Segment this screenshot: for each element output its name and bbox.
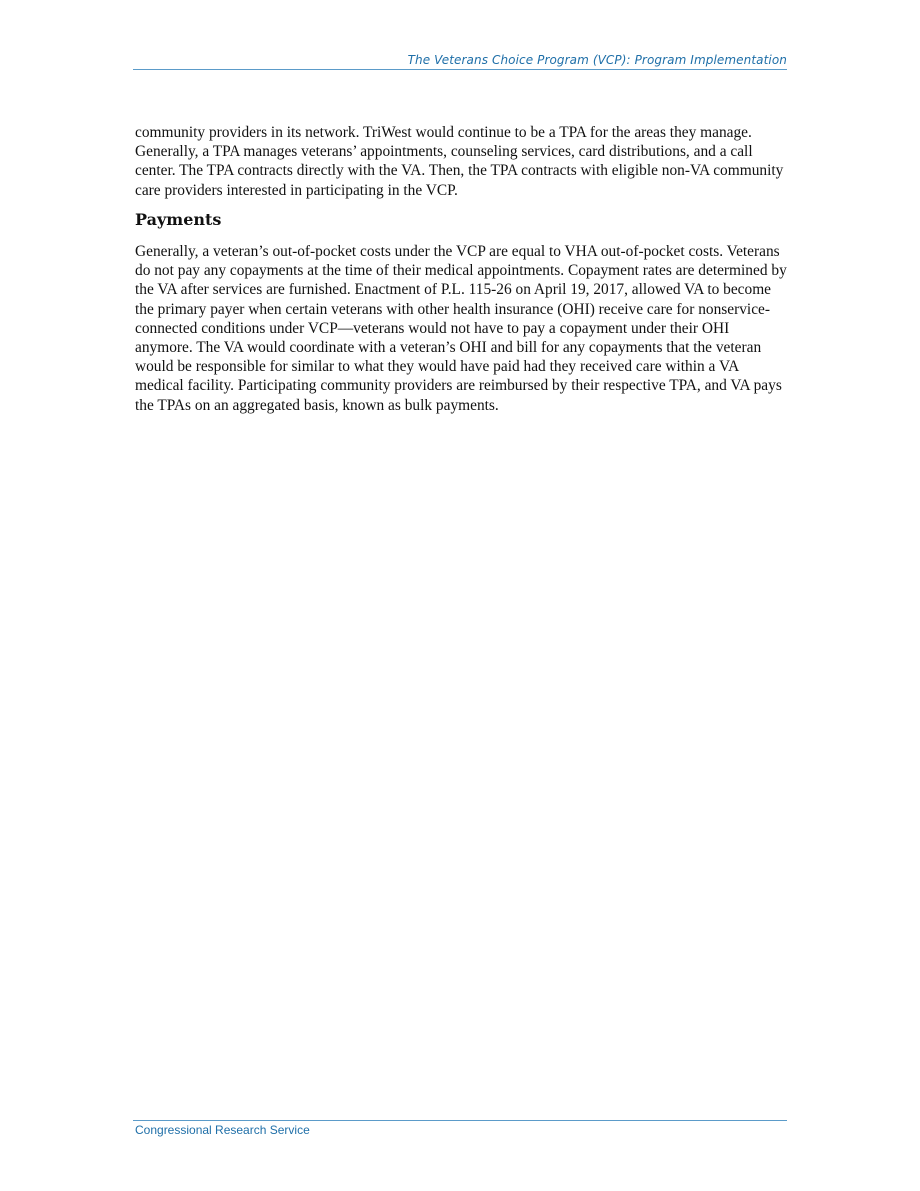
body-paragraph-1: community providers in its network. TriWest would continue to be a TPA for the areas they manage. Generally, a TPA manages veterans’ appointments, counseling services, card distributions, and a call center. The TPA contracts directly with the VA. Then, the TPA contracts with eligible non-VA community care providers interested in participating in the VCP.: [135, 124, 784, 199]
running-header-title: The Veterans Choice Program (VCP): Program Implementation: [407, 53, 787, 67]
header-divider: [133, 69, 787, 70]
section-heading-payments: Payments: [135, 210, 222, 229]
footer-source: Congressional Research Service: [135, 1123, 310, 1137]
footer-divider: [133, 1120, 787, 1121]
body-paragraph-2: Generally, a veteran’s out-of-pocket costs under the VCP are equal to VHA out-of-pocket costs. Veterans do not pay any copayments at the time of their medical appointments. Copayment rates are determined by the VA after services are furnished. Enactment of P.L. 115-26 on April 19, 2017, allowed VA to become the primary payer when certain veterans with other health insurance (OHI) receive care for nonservice-connected conditions under VCP—veterans would not have to pay a copayment under their OHI anymore. The VA would coordinate with a veteran’s OHI and bill for any copayments that the veteran would be responsible for similar to what they would have paid had they received care within a VA medical facility. Participating community providers are reimbursed by their respective TPA, and VA pays the TPAs on an aggregated basis, known as bulk payments.: [135, 243, 787, 414]
